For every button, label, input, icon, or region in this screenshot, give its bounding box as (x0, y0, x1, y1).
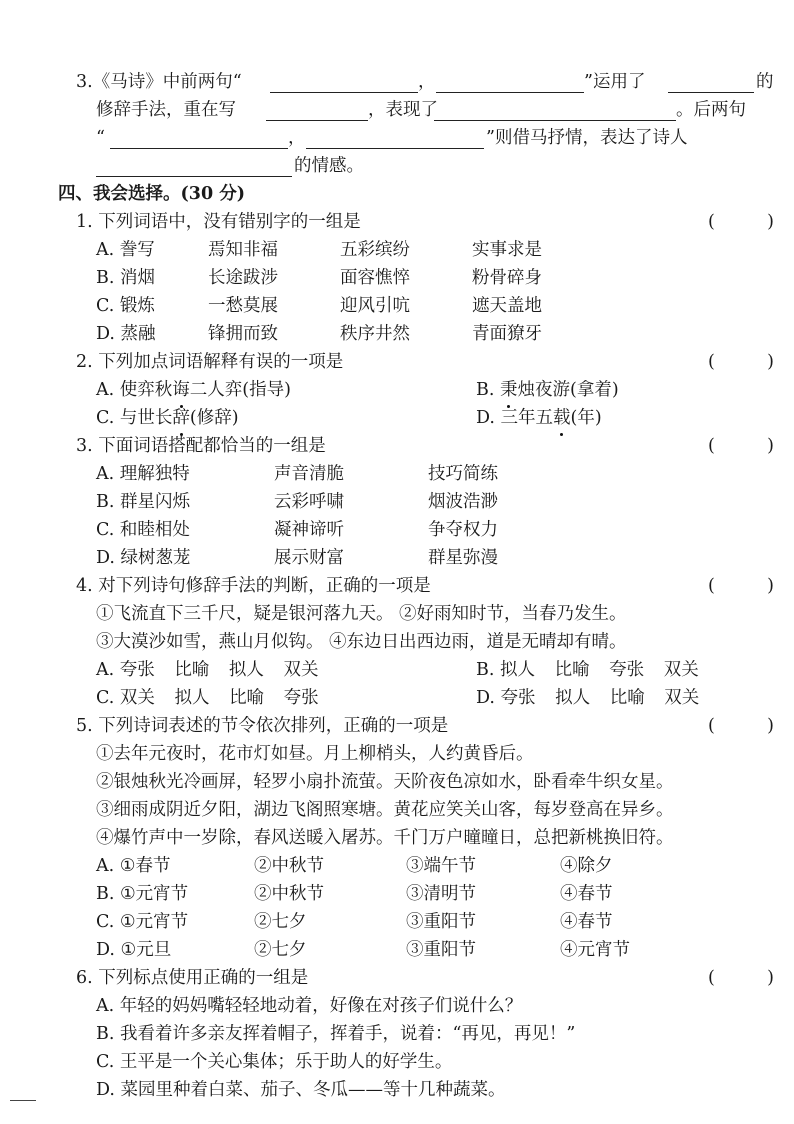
section-4-title-text: 四、我会选择。(30 分) (58, 184, 246, 204)
q3-blank-5[interactable] (434, 100, 676, 121)
q4-poem-line-1: ①飞流直下三千尺，疑是银河落九天。 ②好雨知时节，当春乃发生。 (96, 604, 627, 624)
q5-poem-3: ③细雨成阴近夕阳，湖边飞阁照寒塘。黄花应笑关山客，每岁登高在异乡。 (96, 800, 674, 820)
q3-line3-comma: ， (288, 128, 306, 148)
section-4-title (0, 180, 794, 208)
q3-line4-end: 的情感。 (294, 156, 364, 176)
q2-options-ab (0, 376, 794, 404)
q5-stem-text: 5. 下列诗词表述的节令依次排列，正确的一项是 (76, 716, 449, 736)
q6-stem-text: 6. 下列标点使用正确的一组是 (76, 968, 309, 988)
q1-option-d[interactable]: D. 蒸融 锋拥而致 秩序井然 青面獠牙 (96, 324, 542, 344)
q3-blank-6[interactable] (110, 128, 288, 149)
q3-line1-mid: ”运用了 (584, 72, 646, 92)
q4-options-cd (0, 684, 794, 712)
q6-option-b[interactable]: B. 我看着许多亲友挥着帽子，挥着手，说着：“再见，再见！” (96, 1024, 576, 1044)
page-corner-mark (10, 1100, 36, 1101)
q1-option-b[interactable]: B. 消烟 长途跋涉 面容憔悴 粉骨碎身 (96, 268, 542, 288)
q2-stem-text: 2. 下列加点词语解释有误的一项是 (76, 352, 344, 372)
q4-options-ab (0, 656, 794, 684)
q3-line-3 (0, 124, 794, 152)
q5-stem (0, 712, 794, 740)
q1-stem (0, 208, 794, 236)
emphasis-dot-char: 载 (553, 404, 571, 432)
emphasis-dot-char: 诲 (172, 376, 190, 404)
q3-blank-2[interactable] (436, 72, 584, 93)
q3c-stem-text: 3. 下面词语搭配都恰当的一组是 (76, 436, 326, 456)
q3c-option-b[interactable]: B. 群星闪烁 云彩呼啸 烟波浩渺 (96, 492, 498, 512)
q3-blank-8[interactable] (96, 156, 292, 177)
q3-line2-mid: ，表现了 (368, 100, 438, 120)
q5-option-a[interactable]: A. ①春节 ②中秋节 ③端午节 ④除夕 (96, 856, 613, 876)
q3-line2-end: 。后两句 (676, 100, 746, 120)
q6-option-a[interactable]: A. 年轻的妈妈嘴轻轻地动着，好像在对孩子们说什么？ (96, 996, 523, 1016)
q3-line1-comma: ， (418, 72, 436, 92)
q4-stem (0, 572, 794, 600)
q5-poem-1: ①去年元夜时，花市灯如昼。月上柳梢头，人约黄昏后。 (96, 744, 534, 764)
q4-answer-bracket[interactable]: ( ) (708, 576, 774, 596)
q2-stem (0, 348, 794, 376)
q3-blank-1[interactable] (270, 72, 418, 93)
emphasis-dot-char: 辞 (172, 404, 190, 432)
q6-answer-bracket[interactable]: ( ) (708, 968, 774, 988)
q5-option-c[interactable]: C. ①元宵节 ②七夕 ③重阳节 ④春节 (96, 912, 613, 932)
q3-line2-prefix: 修辞手法，重在写 (96, 100, 236, 120)
q6-stem (0, 964, 794, 992)
q3-line3-open: “ (96, 128, 105, 148)
q5-poem-4: ④爆竹声中一岁除，春风送暖入屠苏。千门万户曈曈日，总把新桃换旧符。 (96, 828, 674, 848)
q2-answer-bracket[interactable]: ( ) (708, 352, 774, 372)
q3c-stem (0, 432, 794, 460)
q2-option-c[interactable]: C. 与世长辞(修辞) (96, 404, 239, 432)
q2-option-d[interactable]: D. 三年五载(年) (476, 404, 602, 432)
q3c-answer-bracket[interactable]: ( ) (708, 436, 774, 456)
q1-option-a[interactable]: A. 誊写 焉知非福 五彩缤纷 实事求是 (96, 240, 542, 260)
q4-option-d[interactable]: D. 夸张 拟人 比喻 双关 (476, 688, 700, 708)
q4-option-b[interactable]: B. 拟人 比喻 夸张 双关 (476, 660, 699, 680)
q2-option-a[interactable]: A. 使弈秋诲二人弈(指导) (96, 376, 291, 404)
q3-line1-end: 的 (756, 72, 774, 92)
q3-blank-3[interactable] (668, 72, 754, 93)
q3-line-1 (0, 68, 794, 96)
q5-option-b[interactable]: B. ①元宵节 ②中秋节 ③清明节 ④春节 (96, 884, 613, 904)
q4-option-c[interactable]: C. 双关 拟人 比喻 夸张 (96, 688, 319, 708)
q5-option-d[interactable]: D. ①元旦 ②七夕 ③重阳节 ④元宵节 (96, 940, 630, 960)
q3c-option-d[interactable]: D. 绿树葱茏 展示财富 群星弥漫 (96, 548, 498, 568)
q1-option-c[interactable]: C. 锻炼 一愁莫展 迎风引吭 遮天盖地 (96, 296, 542, 316)
q3c-option-a[interactable]: A. 理解独特 声音清脆 技巧简练 (96, 464, 498, 484)
q2-options-cd (0, 404, 794, 432)
q4-poem-line-2: ③大漠沙如雪，燕山月似钩。 ④东边日出西边雨，道是无晴却有晴。 (96, 632, 627, 652)
q3-blank-4[interactable] (266, 100, 368, 121)
q4-stem-text: 4. 对下列诗句修辞手法的判断，正确的一项是 (76, 576, 431, 596)
q4-option-a[interactable]: A. 夸张 比喻 拟人 双关 (96, 660, 319, 680)
q1-answer-bracket[interactable]: ( ) (708, 212, 774, 232)
q1-stem-text: 1. 下列词语中，没有错别字的一组是 (76, 212, 361, 232)
q5-poem-2: ②银烛秋光冷画屏，轻罗小扇扑流萤。天阶夜色凉如水，卧看牵牛织女星。 (96, 772, 674, 792)
q3c-option-c[interactable]: C. 和睦相处 凝神谛听 争夺权力 (96, 520, 498, 540)
q3-line3-close: ”则借马抒情，表达了诗人 (486, 128, 688, 148)
q2-option-b[interactable]: B. 秉烛夜游(拿着) (476, 376, 619, 404)
q3-line-2 (0, 96, 794, 124)
q6-option-d[interactable]: D. 菜园里种着白菜、茄子、冬瓜——等十几种蔬菜。 (96, 1080, 506, 1100)
emphasis-dot-char: 秉 (500, 376, 518, 404)
q5-answer-bracket[interactable]: ( ) (708, 716, 774, 736)
q3-blank-7[interactable] (306, 128, 484, 149)
q3-line1-prefix: 3.《马诗》中前两句“ (76, 72, 242, 92)
q3-line-4 (0, 152, 794, 180)
q6-option-c[interactable]: C. 王平是一个关心集体；乐于助人的好学生。 (96, 1052, 453, 1072)
